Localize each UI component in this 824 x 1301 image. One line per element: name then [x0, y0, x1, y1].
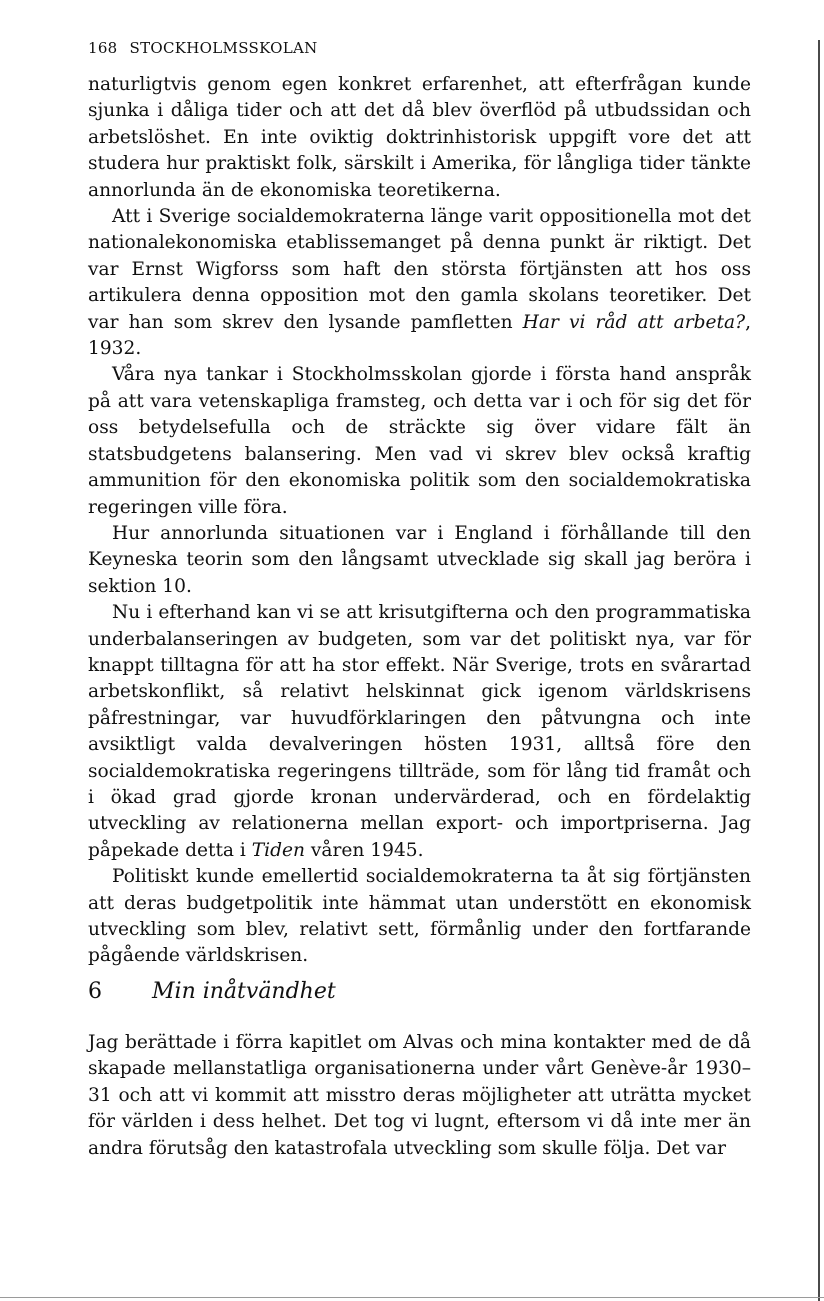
page-edge-shadow — [818, 40, 820, 1301]
paragraph: Politiskt kunde emellertid socialdemokraterna ta åt sig förtjänsten att deras budgetpolitik inte hämmat utan understött en ekonomisk utveckling som blev, relativt sett, förmånlig under den fortfarande pågående världskrisen. — [88, 866, 751, 967]
page-number: 168 — [88, 39, 118, 57]
journal-title: Tiden — [251, 839, 306, 861]
section-number: 6 — [88, 979, 102, 1004]
paragraph: Våra nya tankar i Stockholmsskolan gjorde i första hand anspråk på att vara vetenskapliga framsteg, och detta var i och för sig det för oss betydelsefulla och de sträckte sig över vidare fält än statsbudgetens balansering. Men vad vi skrev blev också kraftig ammunition för den ekonomiska politik som den socialdemokratiska regeringen ville föra. — [88, 364, 751, 518]
running-header — [88, 38, 318, 58]
pamphlet-title: Har vi råd att arbeta? — [522, 311, 746, 333]
section-title: Min inåtvändhet — [152, 979, 336, 1004]
paragraph: naturligtvis genom egen konkret erfarenhet, att efterfrågan kunde sjunka i dåliga tider och att det då blev överflöd på utbudssidan och arbetslöshet. En inte oviktig doktrinhistorisk uppgift vore det att studera hur praktiskt folk, särskilt i Amerika, för långliga tider tänkte annorlunda än de ekonomiska teoretikerna. — [88, 74, 751, 201]
running-title: STOCKHOLMSSKOLAN — [129, 39, 318, 57]
body-text — [88, 72, 751, 970]
paragraph: Jag berättade i förra kapitlet om Alvas och mina kontakter med de då skapade mellanstatliga organisationerna under vårt Genève-år 1930–31 och att vi kommit att misstro deras möjligheter att uträtta mycket för världen i dess helhet. Det tog vi lugnt, eftersom vi då inte mer än andra förutsåg den katastrofala utveckling som skulle följa. Det var — [88, 1032, 751, 1159]
page-bottom-edge — [0, 1297, 824, 1298]
paragraph-text: , 1932. — [88, 311, 751, 360]
section-heading — [88, 978, 336, 1006]
section-body — [88, 1030, 751, 1162]
paragraph — [88, 204, 751, 362]
paragraph-text: våren 1945. — [305, 839, 424, 861]
paragraph-text: Nu i efterhand kan vi se att krisutgifterna och den programmatiska underbalanseringen av budgeten, som var det politiskt nya, var för knappt tilltagna för att ha stor effekt. När Sverige, trots en svårartad arbetskonflikt, så relativt helskinnat gick igenom världskrisens påfrestningar, var huvudförklaringen den påtvungna och inte avsiktligt valda devalveringen hösten 1931, alltså före den socialdemokratiska regeringens tillträde, som för lång tid framåt och i ökad grad gjorde kronan undervärderad, och en fördelaktig utveckling av relationerna mellan export- och importpriserna. Jag påpekade detta i — [88, 602, 751, 861]
paragraph: Hur annorlunda situationen var i England i förhållande till den Keyneska teorin som den långsamt utvecklade sig skall jag beröra i sektion 10. — [88, 522, 751, 597]
paragraph-text: Att i Sverige socialdemokraterna länge varit oppositionella mot det nationalekonomiska etablissemanget på denna punkt är riktigt. Det var Ernst Wigforss som haft den största förtjänsten att hos oss artikulera denna opposition mot den gamla skolans teoretiker. Det var han som skrev den lysande pamfletten — [88, 206, 751, 333]
paragraph — [88, 600, 751, 864]
